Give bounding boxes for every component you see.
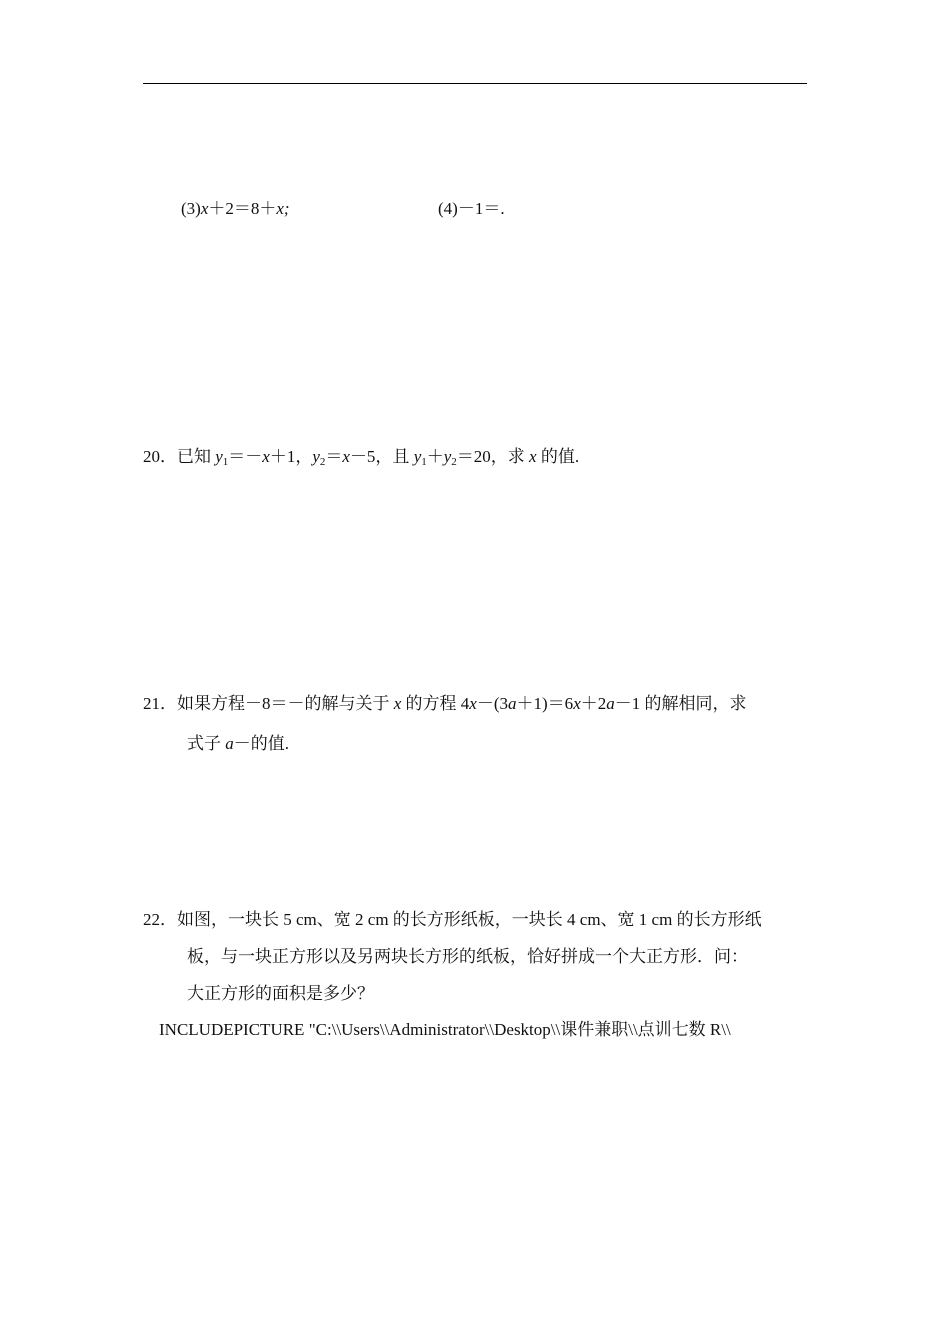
var-a: a — [606, 694, 615, 713]
var-x: x — [342, 447, 350, 466]
q19-part4 — [438, 198, 505, 220]
q21-text: －(3 — [476, 694, 509, 713]
var-y: y — [413, 447, 422, 466]
subscript: 2 — [319, 456, 326, 468]
subscript: 1 — [222, 456, 229, 468]
var-x: x — [200, 199, 209, 218]
q22-text: 如图，一块长 5 cm、宽 2 cm 的长方形纸板，一块长 4 cm、宽 1 cm 的长方形纸 — [177, 910, 762, 929]
q20-text: ＝－ — [228, 447, 263, 466]
question-22-line3 — [187, 983, 374, 1005]
q19-part4-label: (4) — [438, 199, 458, 218]
question-number: 20． — [143, 447, 177, 466]
question-21-line1 — [143, 693, 746, 715]
q20-text: 已知 — [177, 447, 216, 466]
q19-part3 — [181, 198, 290, 220]
q21-text: －的值. — [233, 734, 289, 753]
q19-part3-label: (3) — [181, 199, 201, 218]
var-y: y — [312, 447, 320, 466]
q20-text: ＝20，求 — [456, 447, 530, 466]
q21-text: 式子 — [187, 734, 226, 753]
var-x: x — [529, 447, 537, 466]
question-22-line1 — [143, 909, 762, 931]
q19-part3-end: ; — [283, 199, 290, 218]
var-x: x — [573, 694, 581, 713]
var-x: x — [276, 199, 284, 218]
question-number: 21． — [143, 694, 177, 713]
var-x: x — [469, 694, 477, 713]
var-x: x — [262, 447, 270, 466]
q21-text: ＋1)＝6 — [516, 694, 574, 713]
q20-text: ＋ — [426, 447, 444, 466]
q20-text: ＝ — [325, 447, 343, 466]
var-y: y — [215, 447, 223, 466]
q20-text: 的值. — [536, 447, 580, 466]
q20-text: －5，且 — [349, 447, 414, 466]
question-22-line2 — [187, 946, 748, 968]
include-picture-field — [159, 1019, 731, 1041]
q21-text: ＋2 — [580, 694, 607, 713]
subscript: 2 — [451, 456, 457, 468]
q20-text: ＋1， — [269, 447, 313, 466]
q21-text: 的方程 4 — [401, 694, 470, 713]
q21-text: 如果方程－8＝－的解与关于 — [177, 694, 394, 713]
var-a: a — [508, 694, 517, 713]
q22-text: 板，与一块正方形以及另两块长方形的纸板，恰好拼成一个大正方形．问： — [187, 947, 748, 966]
var-x: x — [393, 694, 402, 713]
include-picture-text: INCLUDEPICTURE "C:\\Users\\Administrator\\Desktop\\课件兼职\\点训七数 R\\ — [159, 1020, 731, 1039]
var-a: a — [225, 734, 234, 753]
q19-part3-text: ＋2＝8＋ — [208, 199, 277, 218]
q19-part4-text: －1＝. — [457, 199, 505, 218]
subscript: 1 — [421, 456, 427, 468]
header-rule — [143, 83, 807, 84]
var-y: y — [443, 447, 452, 466]
q22-text: 大正方形的面积是多少？ — [187, 984, 374, 1003]
q21-text: －1 的解相同，求 — [614, 694, 747, 713]
question-20 — [143, 446, 579, 468]
question-21-line2 — [187, 733, 289, 755]
question-number: 22． — [143, 910, 177, 929]
